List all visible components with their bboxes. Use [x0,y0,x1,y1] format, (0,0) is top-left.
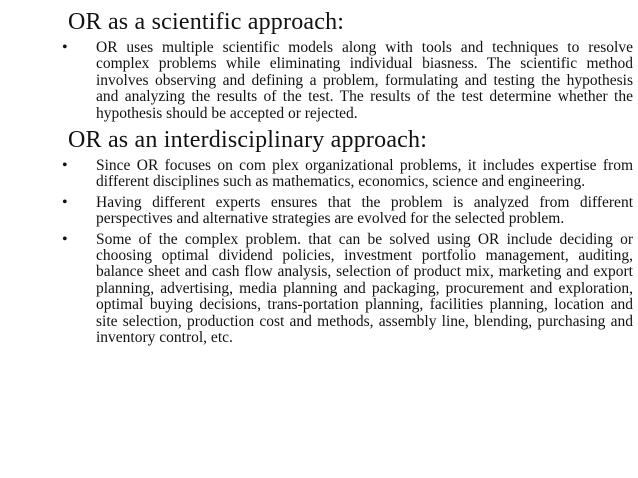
bullet-icon: • [62,230,68,248]
bullet-item [62,157,633,191]
heading-scientific-approach: OR as a scientific approach: [68,9,345,35]
bullet-list-scientific [62,39,638,122]
bullet-icon: • [62,157,68,175]
bullet-text: Some of the complex problem. that can be solved using OR include deciding or choosing optimal dividend policies, investment portfolio management, auditing, balance sheet and cash flow analysis, selection of product mix, marketing and export planning, advertising, media planning and packaging, procurement and exploration, optimal buying decisions, trans-portation planning, facilities planning, location and site selection, production cost and methods, assembly line, blending, purchasing and inventory control, etc. [96,230,633,347]
bullet-item [62,230,633,347]
bullet-list-interdisciplinary [62,157,638,347]
bullet-text: OR uses multiple scientific models along with tools and techniques to resolve complex problems while eliminating individual biasness. The scientific method involves observing and defining a problem, formulating and testing the hypothesis and analyzing the results of the test. The results of the test determine whether the hypothesis should be accepted or rejected. [96,39,633,122]
section-interdisciplinary-approach [62,126,638,347]
heading-interdisciplinary-approach: OR as an interdisciplinary approach: [68,127,428,154]
section-scientific-approach [62,8,638,122]
bullet-item [62,39,633,122]
bullet-item [62,193,633,228]
bullet-text: Having different experts ensures that the problem is analyzed from different perspectives and alternative strategies are evolved for the selected problem. [96,193,633,228]
bullet-icon: • [62,193,68,211]
bullet-text: Since OR focuses on com plex organizational problems, it includes expertise from different disciplines such as mathematics, economics, science and engineering. [96,157,633,191]
bullet-icon: • [62,39,68,56]
